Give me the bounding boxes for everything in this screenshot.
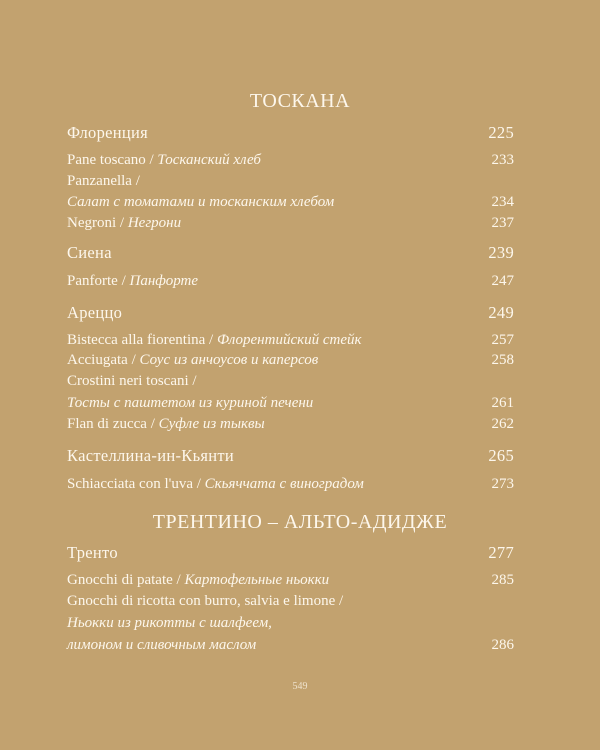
russian-title: Суфле из тыквы bbox=[158, 416, 265, 432]
page-ref: 265 bbox=[488, 446, 514, 465]
section-title: ТОСКАНА bbox=[249, 90, 351, 112]
toc-recipe-entry bbox=[67, 569, 514, 591]
page-ref: 233 bbox=[491, 152, 514, 168]
place-name: Ареццо bbox=[67, 303, 123, 322]
italian-title: Schiacciata con l'uva bbox=[67, 476, 193, 492]
title-separator: / bbox=[205, 332, 217, 348]
italian-title: Negroni bbox=[67, 215, 117, 231]
place-name: Кастеллина-ин-Кьянти bbox=[67, 446, 235, 465]
title-separator: / bbox=[116, 215, 128, 231]
page-ref: 234 bbox=[491, 194, 514, 210]
title-separator: / bbox=[335, 593, 344, 609]
title-separator: / bbox=[145, 152, 158, 168]
russian-title: Тосты с паштетом из куриной печени bbox=[67, 395, 314, 411]
toc-recipe-entry bbox=[67, 612, 514, 634]
russian-title: Ньокки из рикотты с шалфеем, bbox=[67, 615, 272, 631]
page-ref: 225 bbox=[488, 123, 514, 142]
toc-recipe-entry bbox=[67, 370, 514, 392]
page-ref: 285 bbox=[491, 572, 514, 588]
title-separator: / bbox=[172, 572, 185, 588]
toc-recipe-entry bbox=[67, 170, 514, 192]
italian-title: Crostini neri toscani bbox=[67, 373, 189, 389]
toc-recipe-entry bbox=[67, 392, 514, 414]
italian-title: Gnocchi di patate bbox=[67, 572, 173, 588]
title-separator: / bbox=[192, 476, 205, 492]
place-name: Тренто bbox=[67, 543, 118, 562]
toc-place-entry bbox=[67, 542, 514, 564]
page-ref: 249 bbox=[488, 303, 514, 322]
italian-title: Pane toscano bbox=[67, 152, 146, 168]
title-separator: / bbox=[117, 273, 130, 289]
russian-title: Картофельные ньокки bbox=[184, 572, 330, 588]
title-separator: / bbox=[146, 416, 159, 432]
toc-recipe-entry bbox=[67, 270, 514, 292]
page-ref: 262 bbox=[491, 416, 514, 432]
page-number: 549 bbox=[292, 681, 308, 692]
italian-title: Acciugata bbox=[67, 352, 128, 368]
page-ref: 239 bbox=[488, 243, 514, 262]
page-ref: 286 bbox=[491, 637, 514, 653]
russian-title: Скьяччата с виноградом bbox=[204, 476, 364, 492]
toc-place-entry bbox=[67, 302, 514, 324]
italian-title: Flan di zucca bbox=[67, 416, 147, 432]
russian-title: Негрони bbox=[127, 215, 182, 231]
page-ref: 273 bbox=[491, 476, 514, 492]
page-ref: 257 bbox=[491, 332, 514, 348]
russian-title: Соус из анчоусов и каперсов bbox=[139, 352, 319, 368]
page-ref: 261 bbox=[491, 395, 514, 411]
toc-recipe-entry bbox=[67, 191, 514, 213]
place-name: Сиена bbox=[67, 243, 112, 262]
russian-title: Панфорте bbox=[129, 273, 199, 289]
toc-recipe-entry bbox=[67, 634, 514, 656]
italian-title: Gnocchi di ricotta con burro, salvia e limone bbox=[67, 593, 336, 609]
place-name: Флоренция bbox=[67, 123, 149, 142]
toc-recipe-entry bbox=[67, 590, 514, 612]
section-title: ТРЕНТИНО – АЛЬТО-АДИДЖЕ bbox=[152, 511, 448, 533]
toc-place-entry bbox=[67, 242, 514, 264]
italian-title: Panforte bbox=[67, 273, 118, 289]
russian-title: Флорентийский стейк bbox=[216, 332, 362, 348]
toc-recipe-entry bbox=[67, 473, 514, 495]
toc-recipe-entry bbox=[67, 349, 514, 371]
page-ref: 237 bbox=[491, 215, 514, 231]
toc-recipe-entry bbox=[67, 413, 514, 435]
russian-title: Салат с томатами и тосканским хлебом bbox=[67, 194, 335, 210]
page-ref: 247 bbox=[491, 273, 514, 289]
title-separator: / bbox=[131, 173, 140, 189]
page-ref: 258 bbox=[491, 352, 514, 368]
russian-title: Тосканский хлеб bbox=[157, 152, 261, 168]
toc-place-entry bbox=[67, 445, 514, 467]
page-ref: 277 bbox=[488, 543, 514, 562]
toc-recipe-entry bbox=[67, 149, 514, 171]
title-separator: / bbox=[127, 352, 140, 368]
toc-recipe-entry bbox=[67, 329, 514, 351]
russian-title: лимоном и сливочным маслом bbox=[67, 637, 257, 653]
toc-place-entry bbox=[67, 122, 514, 144]
title-separator: / bbox=[188, 373, 197, 389]
toc-recipe-entry bbox=[67, 212, 514, 234]
italian-title: Panzanella bbox=[67, 173, 132, 189]
italian-title: Bistecca alla fiorentina bbox=[67, 332, 206, 348]
